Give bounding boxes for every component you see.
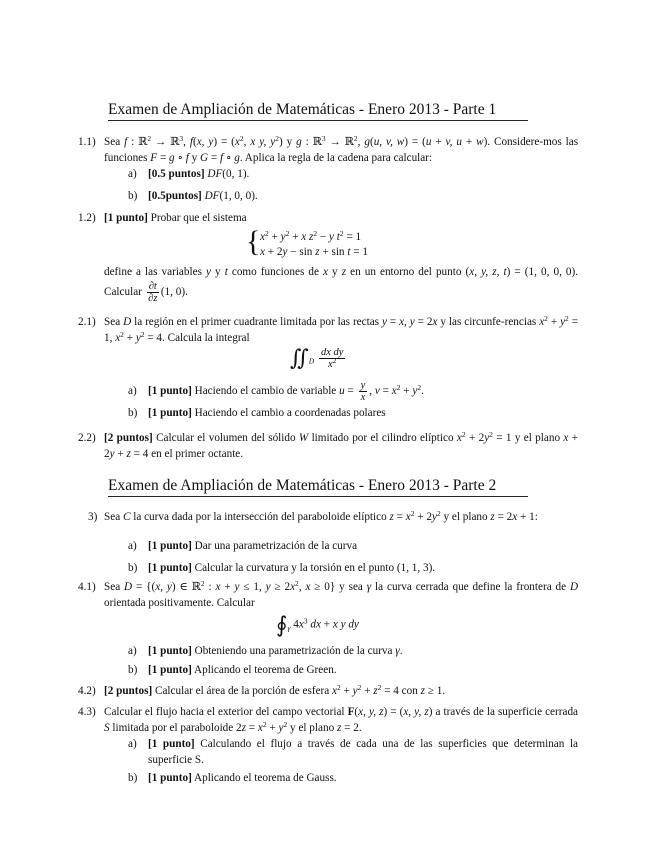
question-3-b: b) [1 punto] Calcular la curvatura y la torsión en el punto (1, 1, 3). [128, 562, 436, 574]
question-4-1-b: b) [1 punto] Aplicando el teorema de Green. [128, 664, 337, 676]
question-4-1-a: a) [1 punto] Obteniendo una parametrización de la curva γ. [128, 645, 403, 657]
question-1-2-continuation: define a las variables y y t como funciones de x y z en un entorno del punto (x, y, z, t) = (1, 0, 0, 0). Calcular $\frac{\partial t}{\partial z}$ (1, 0). [104, 266, 579, 304]
question-4-2: 4.2) [2 puntos] Calcular el área de la porción de esfera $x^2 + y^2 + z^2 = 4$ con z ≥ 1. [78, 683, 446, 697]
question-1-1 [78, 135, 578, 166]
question-1-2: 1.2) [1 punto] Probar que el sistema [78, 212, 247, 224]
question-2-1-a: a) [1 punto] Haciendo el cambio de variable u = $\frac{y}{x}$ , $v = x^2 + y^2$. [128, 380, 424, 403]
question-4-3: 4.3) Calcular el flujo hacia el exterior del campo vectorial F(x, y, z) = (x, y, z) a través de la superficie cerrada S limitada por el paraboloide $2z = x^2 + y^2$ y el plano z = 2. [78, 706, 579, 734]
question-1-1-a: a) [0.5 puntos] DF(0, 1). [128, 168, 250, 180]
part2-title: Examen de Ampliación de Matemáticas - Enero 2013 - Parte 2 [108, 477, 528, 497]
question-4-1: 4.1) Sea D = {(x, y) ∈ ℝ$^2$ : x + y ≤ 1, $y \ge 2x^2$, x ≥ 0} y sea γ la curva cerrada que define la frontera de D orientada positivamente. Calcular [78, 579, 579, 609]
question-4-3-b: b) [1 punto] Aplicando el teorema de Gauss. [128, 772, 337, 784]
equation-system: { $x^2 + y^2 + x$ $z^2 - y$ $t^2 = 1$ x + 2y − sin z + sin t = 1 [246, 225, 368, 258]
line-integral: $∮_\gamma$ $4x^3$ dx + x y dy [276, 612, 359, 637]
question-4-3-a: a) [1 punto] Calculando el flujo a través de cada una de las superficies que determinan la superficie S. [128, 738, 579, 766]
question-3: 3) Sea C la curva dada por la intersección del paraboloide elíptico $z = x^2 + 2y^2$ y el plano z = 2x + 1: [88, 509, 538, 523]
question-text: Sea f : ℝ$^2$ → ℝ$^3$, f(x, $y) = (x^2$, x y, $y^2$) y g : ℝ$^3$ → ℝ$^2$, g(u, v, w) = (u + v, u + w). Considere-mos las funciones F = g ∘ f y G = f ∘ g. Aplica la regla de la cadena para calcular: [104, 134, 579, 164]
double-integral: $∬_D$ $\frac{\text{dx dy}}{x^2}$ [290, 345, 344, 370]
question-1-1-b: b) [0.5puntos] DF(1, 0, 0). [128, 190, 258, 202]
question-3-a: a) [1 punto] Dar una parametrización de la curva [128, 540, 358, 552]
question-2-1-b: b) [1 punto] Haciendo el cambio a coordenadas polares [128, 407, 386, 419]
answer-target: DF [207, 168, 223, 180]
question-2-2: 2.2) [2 puntos] Calcular el volumen del sólido W limitado por el cilindro elíptico $x^2 + 2y^2 = 1$ y el plano x + 2y + z = 4 en el primer octante. [78, 430, 579, 460]
question-2-1: 2.1) Sea D la región en el primer cuadrante limitada por las rectas y = x, y = 2x y las circunfe-rencias $x^2 + y^2 = 1$, $x^2 + y^2 = 4$. Calcula la integral [78, 314, 579, 344]
part1-title: Examen de Ampliación de Matemáticas - Enero 2013 - Parte 1 [108, 101, 528, 121]
question-number: 1.1) [78, 136, 96, 148]
